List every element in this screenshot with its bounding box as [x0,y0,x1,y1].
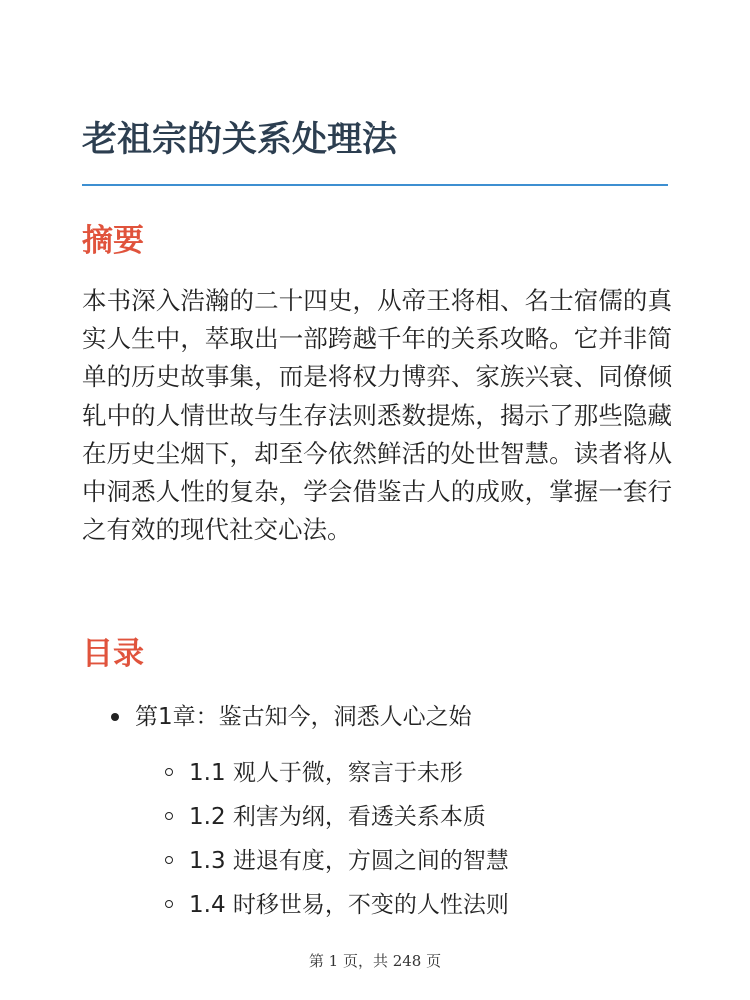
toc-section-1-2[interactable] [135,795,682,839]
toc-section-list [135,751,682,927]
bullet-circle-icon [165,900,173,908]
toc-list [82,697,682,927]
toc-chapter-1[interactable] [82,697,682,927]
toc-section-1-3[interactable] [135,839,682,883]
toc-section-label: 1.4 时移世易，不变的人性法则 [189,892,509,918]
bullet-circle-icon [165,812,173,820]
bullet-circle-icon [165,768,173,776]
abstract-paragraph: 本书深入浩瀚的二十四史，从帝王将相、名士宿儒的真实人生中，萃取出一部跨越千年的关系攻略。它并非简单的历史故事集，而是将权力博弈、家族兴衰、同僚倾轧中的人情世故与生存法则悉数提炼，揭示了那些隐藏在历史尘烟下，却至今依然鲜活的处世智慧。读者将从中洞悉人性的复杂，学会借鉴古人的成败，掌握一套行之有效的现代社交心法。 [82,286,672,545]
bullet-circle-icon [165,856,173,864]
toc-section-label: 1.1 观人于微，察言于未形 [189,760,463,786]
document-title: 老祖宗的关系处理法 [82,120,398,160]
bullet-dot-icon [111,713,119,721]
page-number: 第 1 页，共 248 页 [308,952,442,970]
toc-section-1-4[interactable] [135,883,682,927]
toc-section-1-1[interactable] [135,751,682,795]
toc-heading: 目录 [82,636,144,672]
abstract-heading: 摘要 [82,223,144,259]
toc-chapter-label: 第1章：鉴古知今，洞悉人心之始 [135,704,472,730]
title-divider [82,184,668,186]
toc-section-label: 1.2 利害为纲，看透关系本质 [189,804,486,830]
toc-section-label: 1.3 进退有度，方圆之间的智慧 [189,848,509,874]
